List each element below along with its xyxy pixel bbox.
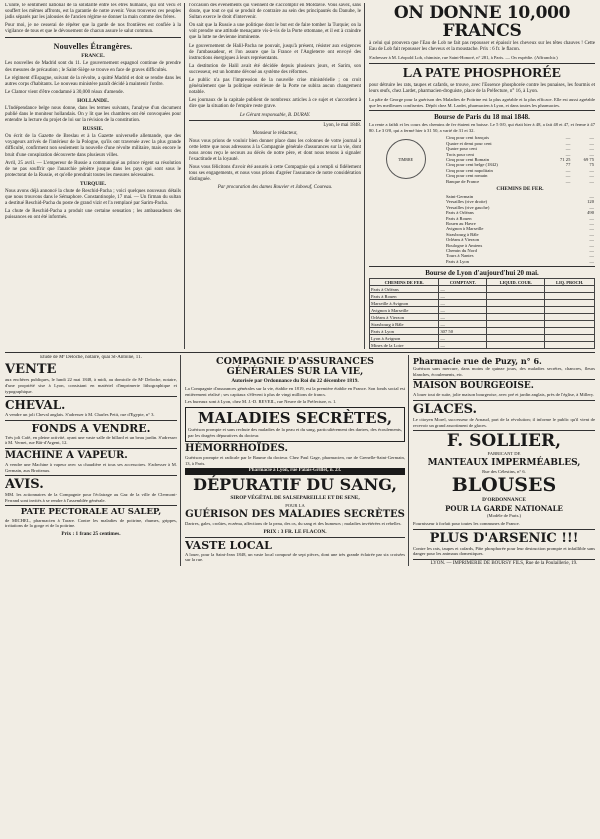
table-row	[370, 314, 595, 321]
news-paragraph: Nous avons déjà annoncé la chute de Reschid-Pacha ; voici quelques nouveaux détails que nous trouvons dans le Sémaphore. Constantinople, 17 mai. — Un firman du sultan a destitué Reschid-Pacha du poste de grand vizir et l'a remplacé par Sarim-Pacha.	[5, 188, 181, 207]
railway-label: Versailles (rive gauche)	[446, 204, 490, 210]
quote-value: —	[589, 167, 594, 173]
liquid-proch-value	[545, 314, 595, 321]
ad-blouses-text: Fournisseur à forfait pour toutes les communes de France.	[413, 521, 520, 527]
rentes-table	[445, 135, 595, 184]
bourse-paris-intro: La rente a faibli et les cours des chemins de fer étaient en baisse. Le 5 0/0, qui était hier à 48, a fait 48 et 47, et ferme à 47 80. Le 3 0/0, qui a fermé hier à 31 50, a varié de 31 et 32.	[369, 122, 595, 133]
table-row	[370, 293, 595, 300]
quote-value: —	[565, 178, 571, 184]
news-paragraph: Le Clamor vient d'être condamné à 30,000 réaux d'amende.	[5, 89, 124, 95]
quote-value: 77	[565, 162, 571, 168]
ad-manteaux-heading: MANTEAUX IMPERMÉABLES,	[427, 457, 581, 468]
comptant-value: —	[439, 342, 487, 349]
comptant-value: —	[439, 321, 487, 328]
liquid-proch-value	[545, 307, 595, 314]
column-advertisements-finance	[369, 3, 595, 349]
ad-machine-heading: MACHINE A VAPEUR.	[5, 449, 128, 461]
letter-paragraph: Nous vous prions de vouloir bien donner place dans les colonnes de votre journal à cette lettre que nous adressons à la Compagnie générale d'assurances sur la vie, dont nous avons reçu le secours au décès de notre père, et dont nous tenons à signaler l'exactitude et la loyauté.	[189, 138, 361, 162]
quote-value: —	[589, 173, 594, 179]
letter-signature: Par procuration des dames Rouvier et Jaboeuf, Coureau.	[217, 185, 333, 191]
quote-label: Cinq pour cent romain	[446, 173, 488, 179]
liquid-cour-value	[487, 307, 545, 314]
railway-label: Strasbourg à Bâle	[446, 231, 479, 237]
article-paragraph: Les journaux de la capitale publient de nombreux articles à ce sujet et s'accordent à dire que la situation de l'empire reste grave.	[189, 98, 361, 110]
ad-text: S'adresser à M. Léopold Lob, chimiste, rue Saint-Honoré, n° 281, à Paris. — On expédie. (Affranchir.)	[369, 55, 558, 61]
divider	[369, 110, 595, 111]
quote-label: Cinq pour cent français	[446, 135, 489, 141]
railway-label: Mines de la Loire	[370, 342, 439, 349]
table-row	[370, 342, 595, 349]
railway-label: Avignon à Marseille	[446, 226, 484, 232]
ad-maladies-heading: MALADIES SECRÈTES,	[197, 409, 393, 428]
ad-vente-heading: VENTE	[5, 362, 57, 378]
ad-pharmacien-text: Guérison sans mercure, dans moins de quinze jours, des maladies secrètes, chancres, fleurs blanches, écoulements, etc.	[413, 366, 595, 377]
railway-value: —	[589, 242, 594, 248]
comptant-value: —	[439, 314, 487, 321]
liquid-cour-value	[487, 335, 545, 342]
ad-blouses-sub: D'ORDONNANCE	[482, 497, 526, 504]
railway-value: —	[589, 248, 594, 254]
quote-label: Banque de France	[446, 178, 480, 184]
ad-depuratif-price: PRIX : 3 FR. LE FLACON.	[263, 528, 327, 535]
ad-arsenic-heading: PLUS D'ARSENIC !!!	[429, 530, 579, 546]
ad-manteaux-sub: Rue des Célestins, n° 6.	[482, 468, 526, 474]
news-paragraph: La chute de Reschid-Pacha a produit une certaine sensation ; les ambassadeurs des puissances en ont été informés.	[5, 209, 181, 221]
quote-label: Cinq pour cent belge (1842)	[446, 162, 498, 168]
quote-value: —	[589, 140, 594, 146]
divider	[5, 420, 177, 421]
table-row	[370, 300, 595, 307]
ad-pate-heading: PATE PECTORALE AU SALEP,	[20, 507, 162, 518]
bourse-lyon-table	[369, 278, 595, 349]
railway-label: Versailles (rive droite)	[446, 199, 488, 205]
railway-value: —	[589, 215, 594, 221]
quote-value: —	[565, 146, 571, 152]
ad-garde-sub: (Modèle de Paris.)	[486, 513, 522, 519]
chemins-title: CHEMINS DE FER.	[496, 186, 544, 192]
quote-label: Quatre pour cent	[446, 146, 477, 152]
liquid-proch-value	[545, 286, 595, 293]
intro-text-2: Pour moi, je ne cesserai de répéter que la garde de nos frontières est confiée à la vigilance de tous et que le dévouement de chacun assure le salut commun.	[5, 23, 181, 35]
news-paragraph: On écrit de la Gazette de Breslau et à la Gazette universelle allemande, que des voyageurs arrivés de l'intérieur de la Pologne, qu'ils ont traversée avec la plus grande difficulté, confirment non seulement la nouvelle d'une révolte militaire, mais encore le bruit d'une conspiration découverte dans plusieurs villes.	[5, 134, 181, 158]
railway-value: —	[589, 231, 594, 237]
ad-fonds-heading: FONDS A VENDRE.	[31, 421, 151, 435]
ad-etude: Étude de Mᵉ Deloche, notaire, quai St-Antoine, 11.	[40, 355, 142, 361]
ad-compagnie-subheading: Autorisée par Ordonnance du Roi du 22 décembre 1819.	[231, 378, 359, 385]
table-row	[445, 259, 595, 264]
table-row	[370, 286, 595, 293]
railway-value: —	[589, 194, 594, 199]
ad-depuratif-pour-la: POUR LA	[285, 502, 305, 508]
divider	[5, 396, 177, 397]
divider	[369, 63, 595, 64]
ad-text: pour détruire les rats, taupes et cafards, se trouve, avec l'Essence phosphorée contre les punaises, les fourmis et leurs œufs, chez Lardet, pharmacien-droguiste, place de la Préfecture, n° 16, à Lyon.	[369, 82, 595, 94]
ad-hemorr-heading: HÉMORRHOÏDES.	[185, 443, 288, 455]
ads-column-middle	[185, 355, 409, 566]
news-paragraph: Le régiment d'Espagne, suivant de la révolte, a quitté Madrid et doit se rendre dans les autres corps d'habitants. Le nouveau ministère paraît décidé à maintenir l'ordre.	[5, 75, 181, 87]
article-paragraph: l'occasion des événements qui viennent de s'accomplir en Moldavie. Vous savez, sans doute, que tout ce qui se produit de contraire au sein des principautés du Danube, le Sultan exerce le droit d'intervenir.	[189, 3, 361, 21]
railway-value: —	[589, 204, 594, 210]
article-paragraph: On sait que la Russie a une politique dont le but est de faire tomber la Turquie; on la voit prendre une attitude menaçante vis-à-vis de la Porte ottomane, et il est à craindre que la lutte ne devienne imminente.	[189, 23, 361, 41]
railway-value: —	[589, 226, 594, 232]
letter-salutation: Monsieur le rédacteur,	[252, 130, 298, 136]
railway-label: Marseille à Avignon	[370, 300, 439, 307]
railway-label: Paris à Orléans	[370, 286, 439, 293]
ad-depuratif-guerison: GUÉRISON DES MALADIES SECRÈTES	[185, 509, 405, 521]
article-paragraph: La destitution de Halil avait été décidée depuis plusieurs jours, et Sarim, son successeur, est un homme dévoué au système des réformes.	[189, 63, 361, 75]
liquid-cour-value	[487, 293, 545, 300]
railway-label: Tours à Nantes	[446, 253, 474, 259]
ad-vaste-heading: VASTE LOCAL	[185, 538, 272, 552]
dateline: Lyon, le mai 1848.	[323, 122, 361, 128]
railway-value: 490	[587, 210, 594, 216]
railway-label: Orléans à Vierzon	[446, 237, 480, 243]
news-paragraph: L'Indépendance belge nous donne, dans les termes suivants, l'analyse d'un document publié dans le moniteur hollandais. On y lit que les chambres ont été convoquées pour entendre la lecture du projet de loi sur la révision de la constitution.	[5, 105, 181, 124]
table-row	[370, 335, 595, 342]
railway-label: Paris à Rouen	[446, 215, 472, 221]
comptant-value: —	[439, 293, 487, 300]
railway-label: Saint-Germain	[446, 194, 474, 199]
column-header: CHEMINS DE FER.	[370, 279, 439, 286]
stamp-area	[369, 135, 442, 264]
quote-value: —	[565, 151, 571, 157]
column-header: COMPTANT.	[439, 279, 487, 286]
liquid-cour-value	[487, 328, 545, 335]
railway-label: Lyon à Avignon	[370, 335, 439, 342]
comptant-value: —	[439, 335, 487, 342]
divider	[5, 475, 177, 476]
quote-value: —	[589, 178, 594, 184]
table-row	[370, 328, 595, 335]
ad-pate-text: de MICHEL, pharmacien à Tarare. Contre les maladies de poitrine, rhumes, grippes, irritations de la gorge et de la poitrine.	[5, 517, 177, 529]
column-header: LIQ. PROCH.	[545, 279, 595, 286]
comptant-value: 307 50	[439, 328, 487, 335]
gerant-signature: Le Gérant responsable, B. DURAY.	[239, 112, 311, 118]
railway-label: Strasbourg à Bâle	[370, 321, 439, 328]
divider	[369, 266, 595, 267]
country-heading: HOLLANDE.	[77, 97, 109, 104]
divider	[5, 448, 177, 449]
ad-hemorr-text: Guérison prompte et radicale par le Baume du docteur. Chez Paul Gage, pharmacien, rue de Grenelle-Saint-Germain, 13, à Paris.	[185, 455, 405, 466]
comptant-value: —	[439, 300, 487, 307]
ads-column-left	[5, 355, 181, 566]
ad-maison-heading: MAISON BOURGEOISE.	[413, 381, 534, 392]
quote-value: 75	[589, 162, 594, 168]
quote-value: —	[565, 173, 571, 179]
ad-text: à celui qui prouvera que l'Eau de Lob ne fait pas repousser et épaissir les cheveux sur les têtes chauves ! Cette Eau de Lob fait repousser les cheveux et la moustache. Prix : 6 fr. le flacon.	[369, 41, 595, 53]
divider	[5, 505, 177, 506]
liquid-proch-value	[545, 335, 595, 342]
bourse-paris-title: Bourse de Paris du 18 mai 1848.	[434, 113, 530, 122]
headline-pate-phosphoree: LA PATE PHOSPHORÉE	[402, 65, 562, 81]
divider	[413, 529, 595, 530]
ad-maladies-box	[185, 407, 405, 442]
ad-sollier-heading: F. SOLLIER,	[446, 431, 562, 452]
railway-label: Boulogne à Amiens	[446, 242, 483, 248]
railway-label: Chemin du Nord	[446, 248, 477, 254]
railway-value: —	[589, 237, 594, 243]
article-paragraph: Le public n'a pas l'impression de la nouvelle crise ministérielle ; on croit généralement que la politique extérieure de la Porte ne subira aucun changement notable.	[189, 78, 361, 96]
railway-value: —	[589, 253, 594, 259]
quote-value: —	[565, 135, 571, 141]
ad-pharmacie-banner: Pharmacie à Lyon, rue Palais-Grillet, n. 23.	[185, 468, 405, 474]
news-paragraph: Les nouvelles de Madrid sont du 11. Le gouvernement espagnol continue de prendre des mesures de précaution ; le Saint-Siège se trouve en face de graves difficultés.	[5, 61, 181, 73]
tax-stamp-icon	[386, 139, 426, 179]
railway-value: —	[589, 258, 594, 264]
headline-10000-francs: ON DONNE 10,000 FRANCS	[393, 3, 571, 41]
bourse-paris-block	[369, 135, 595, 264]
country-heading: FRANCE.	[81, 53, 105, 60]
quote-label: Cinq pour cent Romain	[446, 156, 489, 162]
ad-machine-text: A vendre une Machine à vapeur avec sa chaudière et tous ses accessoires. S'adresser à M. Germain, aux Brotteaux.	[5, 461, 177, 473]
ads-column-right	[413, 355, 595, 566]
liquid-cour-value	[487, 342, 545, 349]
article-paragraph: Le gouvernement de Halil-Pacha ne pouvait, jusqu'à présent, résister aux exigences de l'ambassadeur, et l'on assure que la France et l'Angleterre ont envoyé des instructions énergiques à leurs représentants.	[189, 43, 361, 61]
ad-vaste-text: A louer, pour la Saint-Jean 1848, un vaste local composé de sept pièces, dont une très grande éclairée par six croisées sur la rue.	[185, 551, 405, 563]
railway-value: 120	[587, 199, 594, 205]
ad-depuratif-subheading: SIROP VÉGÉTAL DE SALSEPAREILLE ET DE SENE,	[230, 494, 360, 501]
column-foreign-news	[5, 3, 185, 349]
ad-arsenic-text: Contre les rats, taupes et cafards, Pâte phosphorée pour leur destruction prompte et infaillible sans danger pour les animaux domestiques.	[413, 545, 595, 557]
quote-value: —	[589, 151, 594, 157]
liquid-cour-value	[487, 321, 545, 328]
quote-value: —	[565, 167, 571, 173]
liquid-proch-value	[545, 328, 595, 335]
quote-value: —	[565, 140, 571, 146]
quote-value: —	[589, 146, 594, 152]
section-title-foreign-news: Nouvelles Étrangères.	[53, 42, 133, 52]
ad-text: La pâte de George pour la guérison des Maladies de Poitrine est la plus agréable et la plus efficace. Elle est aussi agréable que les meilleures confiseries. Dépôt chez M. Lardet, pharmacien à Lyon, et dans toutes les pharmacies.	[369, 96, 595, 108]
ad-maison-text: A louer tout de suite, jolie maison bourgeoise, avec pré et jardin anglais, près de l'église, à Millery.	[413, 392, 595, 398]
quote-label: Cinq pour cent napolitain	[446, 167, 493, 173]
country-heading: TURQUIE.	[79, 180, 107, 187]
stamp-label: TIMBRE	[397, 156, 414, 162]
divider	[189, 120, 361, 121]
comptant-value: —	[439, 307, 487, 314]
imprimerie-footer: LYON. — IMPRIMERIE DE BOURSY FILS, Rue de la Poulaillerie, 19.	[413, 559, 595, 566]
letter-paragraph: Nous vous félicitons d'avoir été assurés à cette Compagnie qui a rempli si fidèlement tous ses engagements, et nous vous prions d'agréer l'assurance de notre considération distinguée.	[189, 165, 361, 183]
article-columns	[5, 3, 595, 349]
ad-blouses-heading: BLOUSES	[451, 474, 557, 497]
liquid-proch-value	[545, 342, 595, 349]
comptant-value: —	[439, 286, 487, 293]
railway-label: Paris à Lyon	[370, 328, 439, 335]
ad-vente-text: aux enchères publiques, le lundi 22 mai 1848, à midi, au domicile de Mᵉ Deloche, notaire, d'une propriété sise à Lyon, consistant en matériel d'imprimerie lithographique et typographique.	[5, 377, 177, 394]
ad-garde-heading: POUR LA GARDE NATIONALE	[445, 504, 563, 514]
column-articles	[189, 3, 365, 349]
column-header: LIQUID. COUR.	[487, 279, 545, 286]
liquid-cour-value	[487, 314, 545, 321]
chemins-table	[445, 194, 595, 264]
quote-value: 71 25	[560, 156, 571, 162]
railway-value: —	[589, 221, 594, 227]
bourse-lyon-title: Bourse de Lyon d'aujourd'hui 20 mai.	[425, 269, 539, 278]
ad-maladies-text: Guérison prompte et sans rechute des maladies de la peau et du sang, particulièrement des dartres, des écoulements, par les dragées dépuratives du docteur.	[188, 427, 402, 438]
country-heading: RUSSIE.	[82, 126, 104, 133]
quote-value: 69 75	[583, 156, 594, 162]
ad-compagnie-heading: COMPAGNIE D'ASSURANCES GÉNÉRALES SUR LA VIE,	[216, 356, 374, 377]
news-paragraph: Avril, 25 avril. — L'empereur de Russie a communiqué au prince régent sa résolution de ne pas souffrir que l'anarchie pénètre jusque dans les pays qui sont sous le protectorat de la Russie, et qu'elle prendrait toutes les mesures nécessaires.	[5, 160, 181, 178]
ad-cheval-heading: CHEVAL.	[5, 398, 66, 413]
ad-compagnie-address: Les bureaux sont à Lyon, chez M. J.-D. REVEIL, rue Neuve de la Préfecture, n. 1.	[185, 399, 337, 405]
ad-cheval-text: A vendre un joli Cheval anglais. S'adresser à M. Charles Petit, rue d'Egypte, n° 3.	[5, 412, 155, 418]
railway-label: Paris à Lyon	[446, 258, 469, 264]
railway-label: Paris à Rouen	[370, 293, 439, 300]
ad-depuratif-heading: DÉPURATIF DU SANG,	[193, 474, 397, 494]
quote-label: Trois pour cent	[446, 151, 474, 157]
divider	[413, 400, 595, 401]
ad-sollier-sub: FABRICANT DE	[487, 451, 521, 457]
ad-fonds-text: Très joli Café, en pleine activité, ayant une vaste salle de billard et un beau jardin. S'adresser à M. Vernet, rue Bât-d'Argent, 12.	[5, 434, 177, 446]
ad-avis-heading: AVIS.	[5, 477, 44, 493]
railway-label: Rouen au Havre	[446, 221, 476, 227]
intro-text: L'unité, le sentiment national de la solidarité entre les êtres humains, qui ont vécu et souffert les mêmes affronts, est la garantie de notre avenir. Vous trouverez ces peuples jadis séparés par les jalousies de l'ancien régime se donner la main comme des frères.	[5, 3, 181, 21]
liquid-proch-value	[545, 293, 595, 300]
ad-glaces-heading: GLACES.	[413, 402, 478, 418]
table-row	[445, 179, 595, 184]
liquid-cour-value	[487, 300, 545, 307]
ad-glaces-text: Le citoyen Morel, successeur de Arnaud, part de la révolution; il informe le public qu'il vient de recevoir un grand assortiment de glaces.	[413, 417, 595, 428]
railway-label: Paris à Orléans	[446, 210, 474, 216]
ad-avis-text: MM. les actionnaires de la Compagnie pour l'éclairage au Gaz de la ville de Clermont-Ferrand sont invités à se rendre à l'assemblée générale.	[5, 492, 177, 503]
ad-depuratif-text: Dartres, gales, croûtes, eczéma, affections de la peau, des os, du sang et des humeurs ; maladies invétérées et rebelles.	[185, 521, 402, 527]
quote-value: —	[589, 135, 594, 141]
railway-label: Orléans à Vierzon	[370, 314, 439, 321]
liquid-cour-value	[487, 286, 545, 293]
advertisements-section	[5, 352, 595, 566]
ad-compagnie-text: La Compagnie d'assurances générales sur la vie, établie en 1819, est la première établie en France. Son fonds social est entièrement réalisé ; ses capitaux s'élèvent à plus de vingt millions de francs.	[185, 386, 405, 397]
divider	[413, 379, 595, 380]
divider	[185, 537, 405, 538]
liquid-proch-value	[545, 300, 595, 307]
ad-pharmacien-heading: Pharmacie rue de Puzy, n° 6.	[413, 356, 542, 367]
quote-label: Quatre et demi pour cent	[446, 140, 492, 146]
bourse-paris-quotes	[445, 135, 595, 264]
ad-pate-price: Prix : 1 franc 25 centimes.	[61, 531, 121, 537]
table-row	[370, 321, 595, 328]
divider	[5, 37, 181, 38]
table-row	[370, 307, 595, 314]
liquid-proch-value	[545, 321, 595, 328]
railway-label: Avignon à Marseille	[370, 307, 439, 314]
